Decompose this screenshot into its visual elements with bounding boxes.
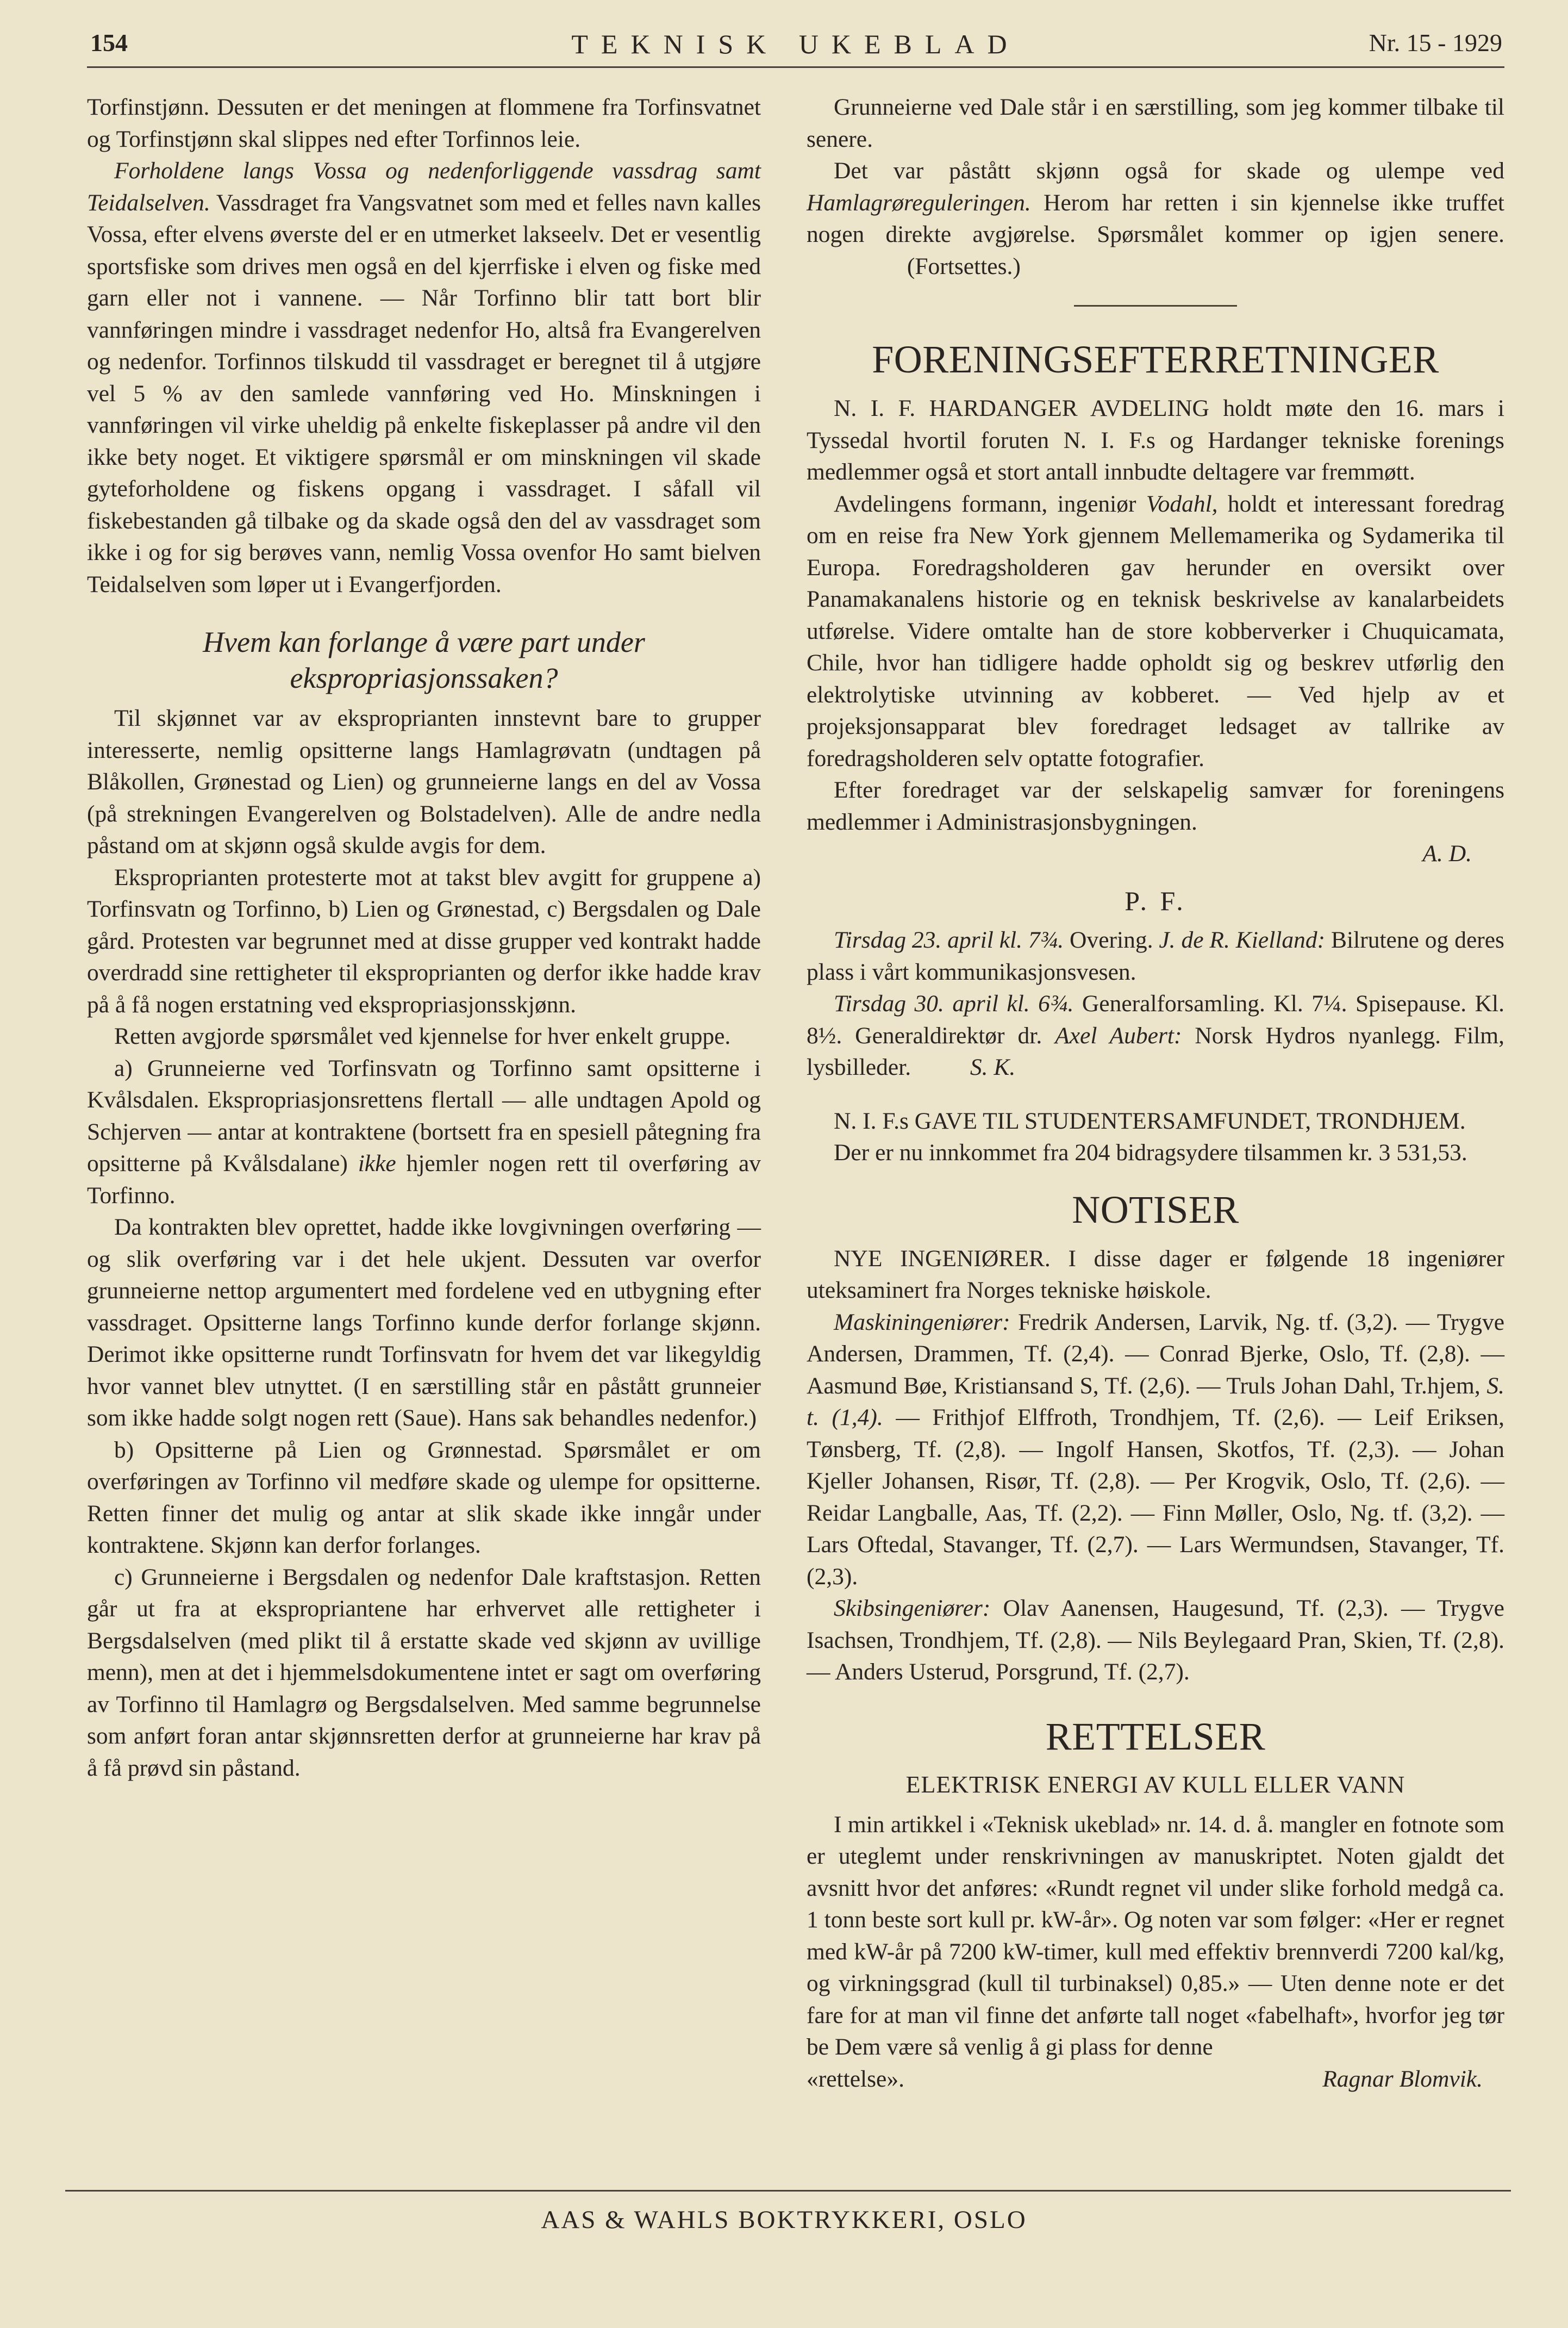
paragraph: N. I. F. HARDANGER AVDELING holdt møte den 16. mars i Tyssedal hvortil foruten N. I. F.s og Hardanger tekniske forenings medlemmer også et stort antall innbudte deltagere var fremmøtt. [807,395,1504,485]
paragraph [807,1592,1504,1688]
paragraph: I min artikkel i «Teknisk ukeblad» nr. 14. d. å. mangler en fotnote som er uteglemt under renskrivningen av manuskriptet. Noten gjaldt det avsnitt hvor det anføres: «Rundt regnet vil under slike forhold medgå ca. 1 tonn beste sort kull pr. kW-år». Og noten var som følger: «Her er regnet med kW-år på 7200 kW-timer, kull med effektiv brennverdi 7200 kal/kg, og virkningsgrad (kull til turbinaksel) 0,85.» — Uten denne note er det fare for at man vil finne det anførte tall noget «fabelhaft», hvorfor jeg tør be Dem være så venlig å gi plass for denne [807,1811,1504,2060]
paragraph-text: Overing. [1064,927,1159,953]
paragraph: Da kontrakten blev oprettet, hadde ikke lovgivningen overføring — og slik overføring var i det hele ukjent. Dessuten var overfor grunneierne nettop argumentert med fordelene ved en utbygning efter vassdraget. Opsitterne langs Torfinno kunde derfor forlange skjønn. Derimot ikke opsitterne rundt Torfinsvatn for hvem det var likegyldig hvor vannet blev utnyttet. (I en særstilling står en påstått grunneier som ikke hadde solgt nogen rett (Saue). Hans sak behandles nedenfor.) [87,1214,761,1431]
italic-name: J. de R. Kielland: [1159,927,1326,953]
paragraph [87,155,761,600]
italic-word: Hamlagrøreguleringen. [807,189,1031,216]
left-column [87,91,761,1784]
signature: Ragnar Blomvik. [1322,2065,1483,2092]
journal-title: TEKNISK UKEBLAD [571,29,1020,59]
paragraph-text: Fredrik Andersen, Larvik, Ng. tf. (3,2). — Trygve Andersen, Drammen, Tf. (2,4). — Conrad Bjerke, Oslo, Tf. (2,8). — Aasmund Bøe, Kristiansand S, Tf. (2,6). — Truls Johan Dahl, Tr.hjem, [807,1309,1504,1399]
paragraph [807,155,1504,282]
subsection-heading: P. F. [1125,885,1186,916]
page-number: 154 [90,29,128,57]
paragraph [807,924,1504,988]
printer-imprint: AAS & WAHLS BOKTRYKKERI, OSLO [541,2206,1027,2234]
paragraph: c) Grunneierne i Bergsdalen og nedenfor Dale kraftstasjon. Retten går ut fra at ekspropriantene har erhvervet alle rettigheter i Bergsdalselven (med plikt til å erstatte skade ved skjønn av uvillige menn), men at det i hjemmelsdokumentene intet er sagt om overføring av Torfinno til Hamlagrø og Bergsdalselven. Med samme begrunnelse som anført foran antar skjønnsretten derfor at grunneierne har krav på å få prøvd sin påstand. [87,1564,761,1781]
italic-name: Vodahl, [1146,490,1218,517]
paragraph-text: Norsk Hydros nyanlegg. Film, lysbilleder. [807,1022,1505,1080]
italic-date: Tirsdag 30. april kl. 6¾. [834,991,1074,1017]
paragraph-text: — Frithjof Elffroth, Trondhjem, Tf. (2,6). — Leif Eriksen, Tønsberg, Tf. (2,8). — Ingolf Hansen, Skotfos, Tf. (2,3). — Johan Kjeller Johansen, Risør, Tf. (2,8). — Per Krogvik, Oslo, Tf. (2,6). — Reidar Langballe, Aas, Tf. (2,2). — Finn Møller, Oslo, Ng. tf. (3,2). — Lars Oftedal, Stavanger, Tf. (2,7). — Lars Wermundsen, Stavanger, Tf. (2,3). [807,1404,1504,1590]
continued-note: (Fortsettes.) [907,253,1021,279]
paragraph: Grunneierne ved Dale står i en særstilling, som jeg kommer tilbake til senere. [807,94,1504,152]
paragraph: Til skjønnet var av eksproprianten innstevnt bare to grupper interesserte, nemlig opsitterne langs Hamlagrøvatn (undtagen på Blåkollen, Grønestad og Lien) og grunneierne langs en del av Vossa (på strekningen Evangerelven og Bolstadelven). Alle de andre nedla påstand om at skjønn også skulde avgis for dem. [87,705,761,858]
paragraph: b) Opsitterne på Lien og Grønnestad. Spørsmålet er om overføringen av Torfinno vil medføre skade og ulempe for opsitterne. Retten finner det mulig og antar at slik skade ikke inngår under kontraktene. Skjønn kan derfor forlanges. [87,1436,761,1558]
signature-line [807,2063,1504,2095]
right-column [807,91,1504,2095]
page-header [87,28,1504,68]
paragraph: N. I. F.s GAVE TIL STUDENTERSAMFUNDET, TRONDHJEM. [834,1107,1466,1134]
italic-name: Axel Aubert: [1055,1022,1182,1049]
paragraph-text: Olav Aanensen, Haugesund, Tf. (2,3). — Trygve Isachsen, Trondhjem, Tf. (2,8). — Nils Beylegaard Pran, Skien, Tf. (2,8). — Anders Usterud, Porsgrund, Tf. (2,7). [807,1595,1504,1685]
subheading-line: Hvem kan forlange å være part under [203,626,645,658]
paragraph [807,988,1504,1084]
subheading-line: ekspropriasjonssaken? [290,662,558,694]
subsection-heading: ELEKTRISK ENERGI AV KULL ELLER VANN [905,1771,1405,1798]
italic-lead: Forholdene langs Vossa og nedenforliggende vassdrag samt Teidalselven. [87,158,761,216]
paragraph: Efter foredraget var der selskapelig samvær for foreningens medlemmer i Administrasjonsbygningen. [807,777,1504,835]
paragraph: Der er nu innkommet fra 204 bidragsydere tilsammen kr. 3 531,53. [834,1140,1467,1166]
footer-divider [65,2190,1511,2192]
paragraph: Eksproprianten protesterte mot at takst blev avgitt for gruppene a) Torfinsvatn og Torfinno, b) Lien og Grønestad, c) Bergsdalen og Dale gård. Protesten var begrunnet med at disse grupper ved kontrakt hadde overdradd sine rettigheter til eksproprianten og derfor ikke hadde krav på å få nogen erstatning ved ekspropriasjonsskjønn. [87,864,761,1018]
paragraph-text: Vassdraget fra Vangsvatnet som med et felles navn kalles Vossa, efter elvens øverste del er en utmerket lakseelv. Det er vesentlig sportsfiske som drives men også en del kjerrfiske i elven og fiske med garn eller not i vannene. — Når Torfinno blir tatt bort blir vannføringen mindre i vassdraget nedenfor Ho, altså fra Evangerelven og nedenfor. Torfinnos tilskudd til vassdraget er beregnet til å utgjøre vel 5 % av den samlede vannføring ved Ho. Minskningen i vannføringen vil virke uheldig på enkelte fiskeplasser på andre vil den ikke bety noget. Et viktigere spørsmål er om minskningen vil skade gyteforholdene og fiskens opgang i vassdraget. I såfall vil fiskebestanden gå tilbake og da skade også den del av vassdraget som ikke i og for sig berøves vann, nemlig Vossa ovenfor Ho samt bielven Teidalselven som løper ut i Evangerfjorden. [87,189,761,597]
signature: A. D. [1422,841,1472,867]
paragraph: Torfinstjønn. Dessuten er det meningen at flommene fra Torfinsvatnet og Torfinstjønn skal slippes ned efter Torfinnos leie. [87,94,761,152]
issue-number: Nr. 15 - 1929 [1369,29,1502,57]
paragraph-text: Det var påstått skjønn også for skade og ulempe ved [834,158,1504,184]
section-heading: FORENINGSEFTERRETNINGER [872,338,1439,381]
italic-word: ikke [358,1150,396,1177]
section-divider [1074,305,1237,307]
paragraph: Retten avgjorde spørsmålet ved kjennelse for hver enkelt gruppe. [114,1023,731,1049]
paragraph-text: Avdelingens formann, ingeniør [834,490,1146,517]
italic-date: Tirsdag 23. april kl. 7¾. [834,927,1064,953]
section-heading: RETTELSER [1045,1714,1266,1758]
italic-label: Maskiningeniører: [834,1309,1010,1335]
paragraph-text: Bilrutene og deres plass i vårt kommunikasjonsvesen. [807,927,1504,985]
italic-label: Skibsingeniører: [834,1595,991,1621]
paragraph-text: Generalforsamling. Kl. 7¼. Spisepause. Kl. 8½. Generaldirektør dr. [807,991,1504,1049]
paragraph [807,1306,1504,1593]
paragraph-text: a) Grunneierne ved Torfinsvatn og Torfinno samt opsitterne i Kvålsdalen. Ekspropriasjonsrettens flertall — alle undtagen Apold og Schjerven — antar at kontraktene (bortsett fra en spesiell påtegning fra opsitterne på Kvålsdalane) [87,1055,761,1177]
paragraph-text: holdt et interessant foredrag om en reise fra New York gjennem Mellemamerika og Sydamerika til Europa. Foredragsholderen gav herunder en oversikt over Panamakanalens historie og en teknisk beskrivelse av kanalarbeidets utførelse. Videre omtalte han de store kobberverker i Chuquicamata, Chile, hvor han tidligere hadde opholdt sig og beskrev utførlig den elektrolytiske utvinning av kobberet. — Ved hjelp av et projeksjonsapparat blev foredraget ledsaget av tallrike av foredragsholderen selv optatte fotografier. [807,490,1504,771]
paragraph [807,488,1504,775]
paragraph-text: «rettelse». [807,2065,904,2092]
section-heading: NOTISER [1072,1187,1239,1231]
italic-grade: S. t. (1,4). [807,1372,1504,1430]
paragraph-text: hjemler nogen rett til overføring av Torfinno. [87,1150,761,1209]
paragraph: NYE INGENIØRER. I disse dager er følgende 18 ingeniører uteksaminert fra Norges tekniske høiskole. [807,1245,1504,1303]
paragraph-text: Herom har retten i sin kjennelse ikke truffet nogen direkte avgjørelse. Spørsmålet kommer op igjen senere. [807,189,1504,247]
signature: S. K. [970,1054,1016,1080]
paragraph [87,1053,761,1212]
section-subheading [87,624,761,696]
